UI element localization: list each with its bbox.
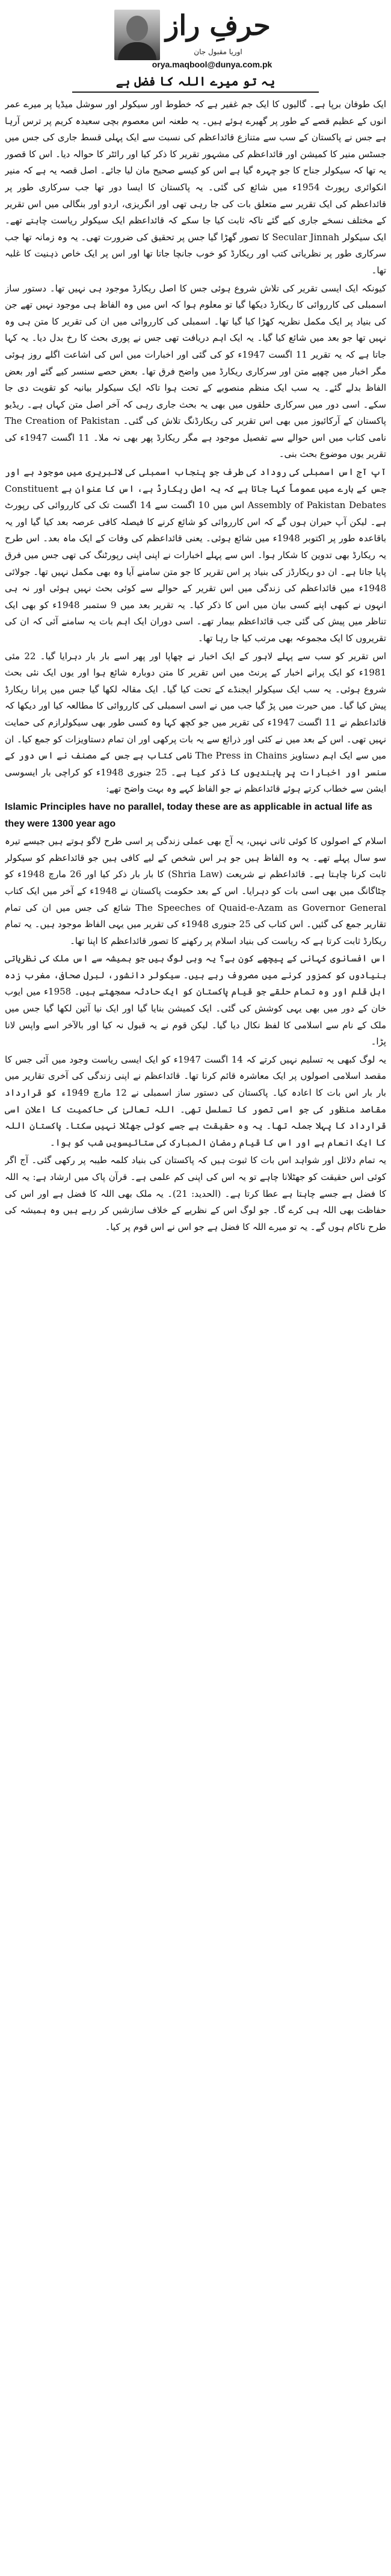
column-logo: حرفِ راز [165, 9, 271, 42]
column-masthead [114, 5, 274, 70]
column-header [0, 0, 391, 88]
article-paragraph: اسلام کے اصولوں کا کوئی ثانی نہیں، یہ آج بھی عملی زندگی پر اسی طرح لاگو ہوتے ہیں جیسے تیرہ سو سال پہلے تھے۔ یہ وہ الفاظ ہیں جو ہر اس شخص کے لیے کافی ہیں جو قائداعظم کو سیکولر ثابت کرنا چاہتا ہے۔ قائداعظم نے شریعت (Shria Law) کا بار بار ذکر کیا اور 26 مارچ 1948ء کو چٹاگانگ میں بھی اسی بات کو دہرایا۔ اس کے بعد حکومت پاکستان نے 1948ء کے آخر میں ایک کتاب The Speeches of Quaid-e-Azam as Governor General شائع کی جس میں ان کی تمام تقاریر جمع کی گئیں۔ اس کتاب کی 25 جنوری 1948ء کی تقریر میں یہی الفاظ موجود ہیں۔ یہ تمام ریکارڈ ثابت کرتا ہے کہ ریاست کی بنیاد اسلام پر رکھنے کا تصور قائداعظم کا اپنا تھا۔ [5, 836, 386, 946]
article-paragraph: ایک طوفان برپا ہے۔ گالیوں کا ایک جم غفیر ہے کہ خطوط اور سیکولر اور سوشل میڈیا پر میرے عمر انوں کے عظیم قصے کے طور پر گھیرے ہوئے ہیں۔ یہ طعنہ اس معصوم بچی سعیدہ کریم پر ترس آرہا ہے جس نے پاکستان کے سب سے متنازع قائداعظم کی نسبت سے ایک پہلی قسط جاری کی جس میں جسٹس منیر کا کمیشن اور قائداعظم کی مشہور تقریر کا ذکر کیا اور رائٹر کا حوالہ دیا۔ اس کا قصور یہ تھا کہ سیکولر جناح کا جو چہرہ گیا ہے اس کو کیسے صحیح مان لیا جائے۔ اصل قصہ یہ ہے کہ منیر انکوائری رپورٹ 1954ء میں شائع کی گئی۔ یہ پاکستان کا ایسا دور تھا جب سرکاری طور پر قائداعظم کی ایک تقریر سے متعلق بات کی جا رہی تھی اور انگریزی، اردو اور بنگالی میں اس تقریر کے مختلف نسخے جاری کیے گئے تاکہ ثابت کیا جا سکے کہ قائداعظم ایک سیکولر ریاست چاہتے تھے۔ ایک سیکولر Secular Jinnah کا تصور گھڑا گیا جس پر تحقیق کی ضرورت تھی۔ یہ وہ زمانہ تھا جب سرکاری طور پر نظریاتی کتب اور ریکارڈ کو خوب جانچا جاتا تھا اور اس پر ایک خاص ذہنیت کا غلبہ تھا۔ [5, 99, 386, 276]
english-quote: Islamic Principles have no parallel, today these are as applicable in actual life as they were 1300 year ago [5, 801, 372, 829]
author-byline: اوریا مقبول جان [194, 48, 242, 56]
article-paragraph: اس تقریر کو سب سے پہلے لاہور کے ایک اخبار نے چھاپا اور پھر اسے بار بار دہرایا گیا۔ 22 مئی 1981ء کو ایک پرانے اخبار کے پرنٹ میں اس تقریر کا متن دوبارہ شائع ہوا اور یوں ایک نئی بحث شروع ہوئی۔ یہ سب ایک سیکولر ایجنڈے کے تحت کیا گیا۔ ایک مقالہ لکھا گیا جس میں پرانا ریکارڈ پیش کیا گیا۔ میں حیرت میں پڑ گیا جب میں نے اسی اسمبلی کی کارروائی کا مطالعہ کیا اور دیکھا کہ قائداعظم نے 11 اگست 1947ء کی تقریر میں جو کچھ کہا وہ کسی طور بھی سیکولرازم کی حمایت نہیں تھی۔ اس کے بعد میں نے کئی اور ذرائع سے یہ بات پرکھی اور ان تمام دستاویزات کو جمع کیا۔ ان میں سے ایک اہم دستاویز The Press in Chains نامی کتاب ہے جس کے مصنف نے اس دور کے سنسر اور اخبارات پر پابندیوں کا ذکر کیا ہے۔ 25 جنوری 1948ء کو کراچی بار ایسوسی ایشن سے خطاب کرتے ہوئے قائداعظم نے جو الفاظ کہے وہ بہت واضح تھے: [5, 650, 386, 795]
author-photo-head [126, 16, 148, 41]
article-paragraph: یہ تمام دلائل اور شواہد اس بات کا ثبوت ہیں کہ پاکستان کی بنیاد کلمہ طیبہ پر رکھی گئی۔ آج اگر کوئی اس حقیقت کو جھٹلانا چاہے تو یہ اس کی اپنی کم علمی ہے۔ قرآن پاک میں ارشاد ہے: یہ اللہ کا فضل ہے جسے چاہتا ہے عطا کرتا ہے۔ (الحدید: 21)۔ یہ ملک بھی اللہ کا فضل ہے اور اس کی حفاظت بھی اللہ ہی کرے گا۔ جو لوگ اس کے نظریے کے خلاف سازشیں کر رہے ہیں وہ ہمیشہ کی طرح ناکام ہوں گے۔ یہ تو میرے اللہ کا فضل ہے جو اس نے اس قوم پر کیا۔ [5, 1155, 386, 1232]
article-body [5, 96, 386, 2571]
author-photo-shoulders [118, 42, 156, 60]
article-paragraph: اس افسانوی کہانی کے پیچھے کون ہے؟ یہ وہی لوگ ہیں جو ہمیشہ سے اس ملک کی نظریاتی بنیادوں کو کمزور کرنے میں مصروف رہے ہیں۔ سیکولر دانشور، لبرل صحافی، مغرب زدہ اہل قلم اور وہ تمام حلقے جو قیام پاکستان کو ایک حادثہ سمجھتے ہیں۔ 1958ء میں ایوب خان کے دور میں بھی یہی کوشش کی گئی۔ ایک کمیشن بنایا گیا اور ایک نیا آئین لکھا گیا جس میں ملک کے نام سے اسلامی کا لفظ نکال دیا گیا۔ لیکن قوم نے یہ قبول نہ کیا اور بالآخر اسے واپس لانا پڑا۔ [5, 953, 386, 1047]
article-paragraph: یہ لوگ کبھی یہ تسلیم نہیں کرتے کہ 14 اگست 1947ء کو ایک ایسی ریاست وجود میں آئی جس کا مقصد اسلامی اصولوں پر ایک معاشرہ قائم کرنا تھا۔ قائداعظم نے اپنی زندگی کی آخری تقاریر میں بار بار اس بات کا اعادہ کیا۔ پاکستان کی دستور ساز اسمبلی نے 12 مارچ 1949ء کو قرارداد مقاصد منظور کی جو اسی تصور کا تسلسل تھی۔ اللہ تعالیٰ کی حاکمیت کا اعلان اسی قرارداد کا پہلا جملہ تھا۔ یہ وہ حقیقت ہے جسے کوئی جھٹلا نہیں سکتا۔ پاکستان اللہ کا ایک انعام ہے اور اس کا قیام رمضان المبارک کی ستائیسویں شب کو ہوا۔ [5, 1054, 386, 1148]
title-bar [72, 71, 319, 93]
article-paragraph: کیونکہ ایک ایسی تقریر کی تلاش شروع ہوئی جس کا اصل ریکارڈ موجود ہی نہیں تھا۔ دستور ساز اسمبلی کی کارروائی کا ریکارڈ دیکھا گیا تو معلوم ہوا کہ اس میں وہ الفاظ ہی موجود نہیں تھے جن کی بنیاد پر ایک مکمل نظریہ کھڑا کیا گیا تھا۔ اسمبلی کی کارروائی میں ان کی تقریر کا متن ہی وہ نہیں تھا جو بعد میں شائع کیا گیا۔ یہ ایک اہم دریافت تھی جس نے پوری بحث کا رخ بدل دیا۔ یہ کہا جاتا ہے کہ یہ تقریر 11 اگست 1947ء کو کی گئی اور اخبارات میں اس کی اشاعت اگلے روز ہوئی مگر اخبار میں چھپے متن اور سرکاری ریکارڈ میں واضح فرق تھا۔ بعض حصے سنسر کیے گئے اور بعض الفاظ بدلے گئے۔ یہ سب ایک منظم منصوبے کے تحت ہوا تاکہ ایک سیکولر بیانیہ کو تقویت دی جا سکے۔ اسی دور میں سرکاری حلقوں میں بھی یہ بحث جاری رہی کہ آخر اصل متن کہاں ہے۔ ریڈیو پاکستان کے آرکائیوز میں بھی اس تقریر کی ریکارڈنگ تلاش کی گئی۔ The Creation of Pakistan نامی کتاب میں اس حوالے سے تفصیل موجود ہے مگر ریکارڈ پھر بھی نہ ملا۔ 11 اگست 1947ء کی تقریر یوں موضوع بحث بنی۔ [5, 282, 386, 460]
author-photo [114, 10, 160, 60]
author-email[interactable]: orya.maqbool@dunya.com.pk [152, 60, 272, 69]
article-paragraph: آپ آج اس اسمبلی کی روداد کی طرف جو پنجاب اسمبلی کی لائبریری میں موجود ہے اور جس کے بارے میں عموماً کہا جاتا ہے کہ یہ اصل ریکارڈ ہے، اس کا عنوان ہے Constituent Assembly of Pakistan Debates اس میں 10 اگست سے 14 اگست تک کی کارروائی کی رپورٹ ہے۔ لیکن آپ حیران ہوں گے کہ اس کارروائی کو شائع کرنے کا فیصلہ کافی عرصہ بعد کیا گیا اور یہ باقاعدہ طور پر اکتوبر 1948ء میں شائع ہوئی۔ یعنی قائداعظم کی وفات کے ایک ماہ بعد۔ اس طرح یہ ریکارڈ بھی تدوین کا شکار ہوا۔ اس سے پہلے اخبارات نے اپنی اپنی رپورٹنگ کی تھی جس میں فرق پایا جاتا ہے۔ ان دو ریکارڈز کی بنیاد پر اس تقریر کا جو متن سامنے آیا وہ بھی مکمل نہیں تھا۔ جولائی 1948ء میں قائداعظم کی زندگی میں اس تقریر کے حوالے سے کوئی بحث نہیں ہوئی اور نہ ہی انہوں نے کبھی اپنے کسی بیان میں اس کا ذکر کیا۔ یہ تقریر بعد میں 9 ستمبر 1948ء کو بھی ایک تناظر میں پیش کی گئی جب قائداعظم بیمار تھے۔ اسی دوران ایک اہم بات یہ سامنے آئی کہ ان کی تقریروں کا ایک مجموعہ بھی مرتب کیا جا رہا تھا۔ [5, 467, 386, 644]
column-title: یہ تو میرے اللہ کا فضل ہے [115, 74, 276, 88]
